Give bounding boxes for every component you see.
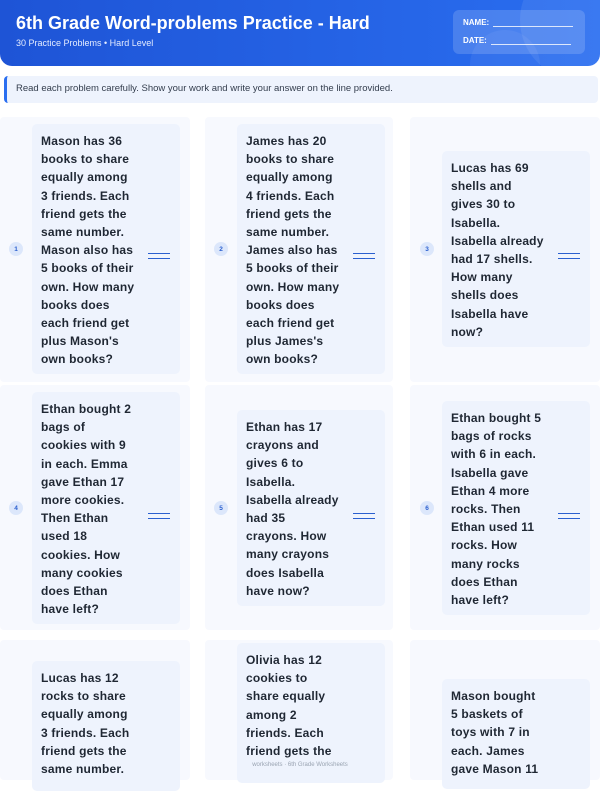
name-field[interactable] (463, 18, 573, 27)
page-subtitle: 30 Practice Problems • Hard Level (16, 38, 154, 48)
problem-card: Ethan bought 2 bags of cookies with 9 in each. Emma gave Ethan 17 more cookies. Then Ethan used 18 cookies. How many cookies does Ethan have left? (32, 392, 180, 624)
name-label: NAME: (463, 18, 490, 27)
problem-card: James has 20 books to share equally among 4 friends. Each friend gets the same number. James also has 5 books of their own. How many books does each friend get plus James's own books? (237, 124, 385, 374)
problem-number: 4 (9, 501, 23, 515)
footer-text: worksheets · 6th Grade Worksheets (252, 762, 348, 768)
student-info-box (453, 10, 585, 54)
problem-card: Lucas has 69 shells and gives 30 to Isabella. Isabella already had 17 shells. How many shells does Isabella have now? (442, 151, 590, 347)
answer-line[interactable] (353, 253, 375, 259)
worksheet-header (0, 0, 600, 66)
problem-card: Mason has 36 books to share equally among 3 friends. Each friend gets the same number. Mason also has 5 books of their own. How many books does each friend get plus Mason's own books? (32, 124, 180, 374)
instructions-banner: Read each problem carefully. Show your work and write your answer on the line provided. (4, 76, 598, 103)
name-line[interactable] (493, 18, 573, 27)
answer-line[interactable] (558, 253, 580, 259)
problem-number: 5 (214, 501, 228, 515)
problem-card: Ethan bought 5 bags of rocks with 6 in each. Isabella gave Ethan 4 more rocks. Then Ethan used 11 rocks. How many rocks does Ethan have left? (442, 401, 590, 615)
answer-line[interactable] (148, 253, 170, 259)
page-title: 6th Grade Word-problems Practice - Hard (16, 13, 370, 33)
problem-card: Ethan has 17 crayons and gives 6 to Isabella. Isabella already had 35 crayons. How many crayons does Isabella have now? (237, 410, 385, 606)
answer-line[interactable] (558, 513, 580, 519)
answer-line[interactable] (148, 513, 170, 519)
problem-card: Lucas has 12 rocks to share equally among 3 friends. Each friend gets the same number. (32, 661, 180, 791)
problem-number: 2 (214, 242, 228, 256)
answer-line[interactable] (353, 513, 375, 519)
problem-card: Mason bought 5 baskets of toys with 7 in each. James gave Mason 11 (442, 679, 590, 789)
date-field[interactable] (463, 36, 571, 45)
problem-number: 6 (420, 501, 434, 515)
date-line[interactable] (491, 36, 571, 45)
problem-card: Olivia has 12 cookies to share equally among 2 friends. Each friend gets the (237, 643, 385, 783)
date-label: DATE: (463, 36, 487, 45)
problem-number: 1 (9, 242, 23, 256)
problem-number: 3 (420, 242, 434, 256)
